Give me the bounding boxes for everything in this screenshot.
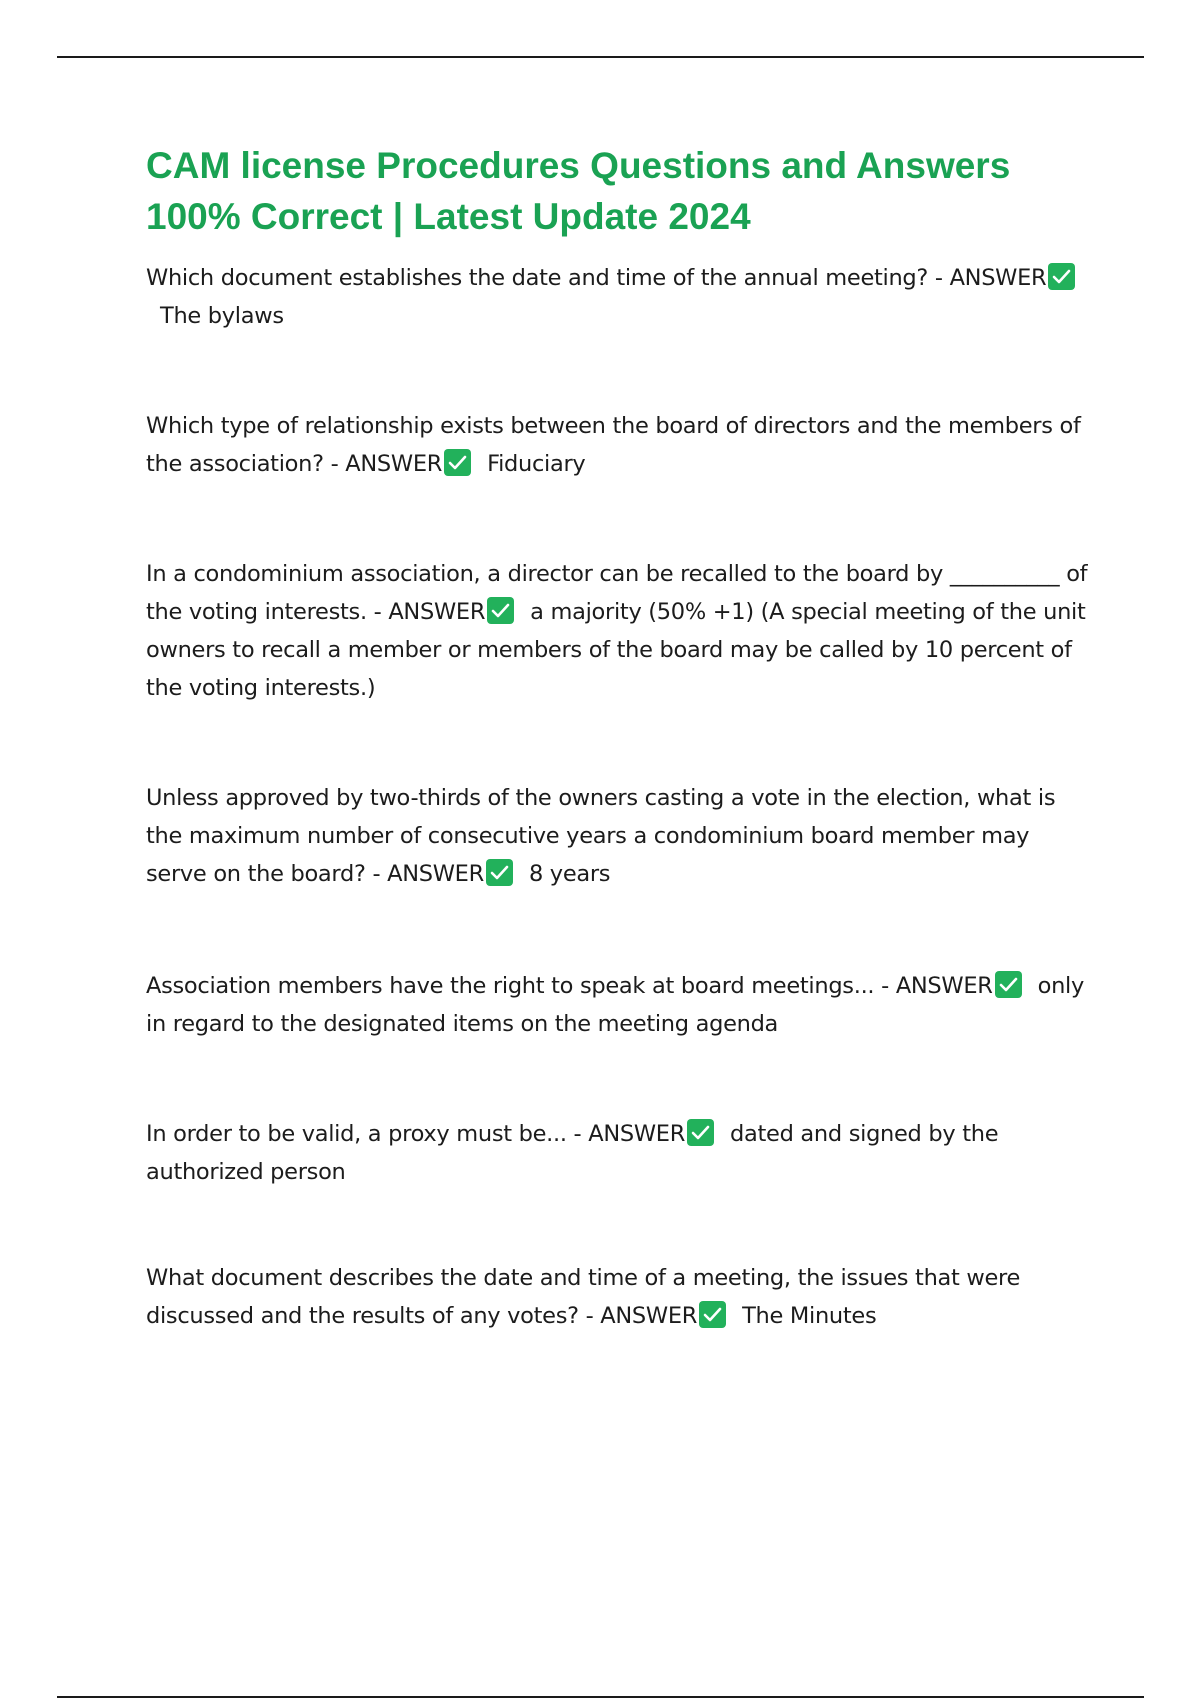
- document-title: CAM license Procedures Questions and Answers 100% Correct | Latest Update 2024: [146, 145, 1011, 237]
- qa-item: [146, 967, 1096, 1043]
- answer-label: ANSWER: [388, 599, 486, 625]
- answer-text: 8 years: [528, 861, 611, 887]
- answer-label: ANSWER: [895, 973, 993, 999]
- question-text: Association members have the right to speak at board meetings... -: [146, 973, 896, 999]
- answer-text: dated and signed by the authorized person: [146, 1121, 999, 1185]
- answer-text: The Minutes: [742, 1303, 877, 1329]
- answer-label: ANSWER: [588, 1121, 686, 1147]
- qa-item: [146, 259, 1096, 335]
- question-text: What document describes the date and time of a meeting, the issues that were discussed and the results of any votes? -: [146, 1265, 1021, 1329]
- qa-item: [146, 407, 1096, 483]
- check-box-icon: [487, 597, 514, 624]
- answer-label: ANSWER: [345, 451, 443, 477]
- question-text: In order to be valid, a proxy must be... -: [146, 1121, 589, 1147]
- check-box-icon: [444, 449, 471, 476]
- qa-item: [146, 779, 1096, 893]
- qa-item: [146, 1259, 1096, 1335]
- check-box-icon: [1048, 263, 1075, 290]
- top-divider: [57, 56, 1144, 58]
- qa-item: [146, 555, 1096, 707]
- question-text: In a condominium association, a director can be recalled to the board by __________ of the voting interests. -: [146, 561, 1088, 625]
- answer-label: ANSWER: [600, 1303, 698, 1329]
- qa-item: [146, 1115, 1096, 1191]
- answer-label: ANSWER: [949, 265, 1047, 291]
- answer-text: only in regard to the designated items on the meeting agenda: [146, 973, 1085, 1037]
- check-box-icon: [995, 971, 1022, 998]
- answer-text: Fiduciary: [487, 451, 586, 477]
- question-text: Unless approved by two-thirds of the owners casting a vote in the election, what is the maximum number of consecutive years a condominium board member may serve on the board? -: [146, 785, 1056, 887]
- bottom-divider: [57, 1696, 1144, 1698]
- answer-label: ANSWER: [387, 861, 484, 887]
- question-text: Which document establishes the date and time of the annual meeting? -: [146, 265, 950, 291]
- question-text: Which type of relationship exists between the board of directors and the members of the association? -: [146, 413, 1081, 477]
- check-box-icon: [486, 859, 513, 886]
- check-box-icon: [699, 1301, 726, 1328]
- answer-text: a majority (50% +1) (A special meeting of the unit owners to recall a member or members of the board may be called by 10 percent of the voting interests.): [146, 599, 1086, 701]
- answer-text: The bylaws: [160, 303, 284, 329]
- check-box-icon: [687, 1119, 714, 1146]
